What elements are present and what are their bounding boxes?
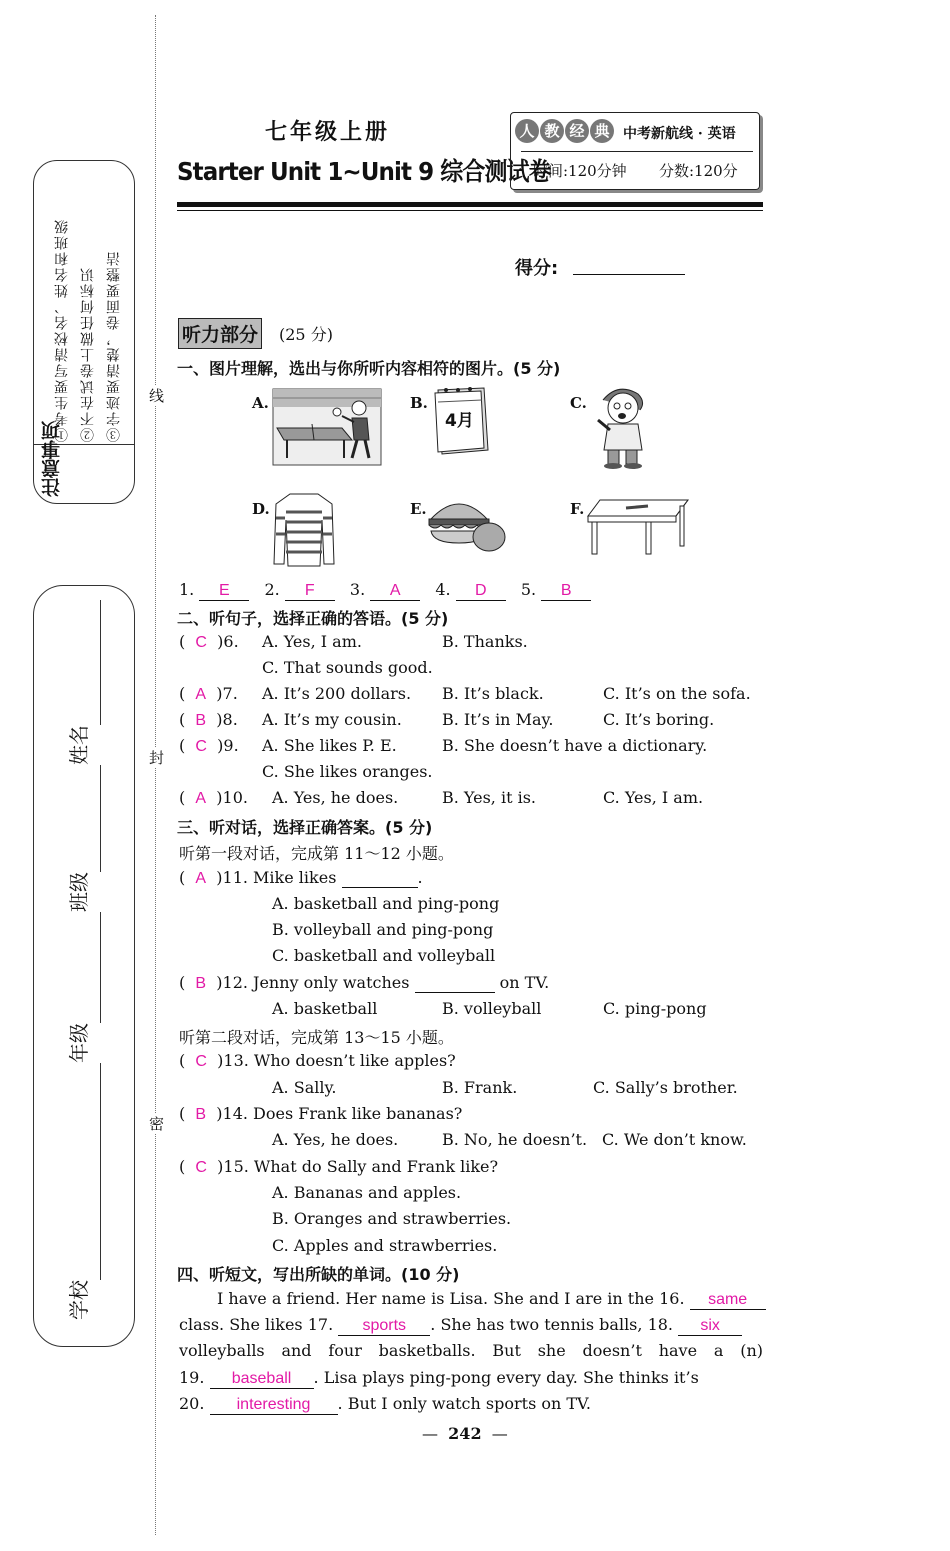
option-9c: C. She likes oranges. [262,762,433,781]
field-nianji: 年级 [63,1023,113,1063]
sweater-icon [272,490,336,574]
passage-line-4: 19. baseball . Lisa plays ping-pong every day. She thinks it’s [179,1368,699,1387]
answer-value: B [560,582,572,599]
student-info-line [100,600,101,1305]
option-7b: B. It’s black. [442,684,544,703]
answer-6: C [195,634,207,651]
brand-logo [515,119,614,143]
option-13c: C. Sally’s brother. [593,1078,738,1097]
answer-value: A [389,582,401,599]
answer-number: 2. [264,580,280,599]
answer-9: C [195,738,207,755]
header-rule-thick [177,202,763,207]
unit-title: Starter Unit 1~Unit 9 综合测试卷 [177,157,551,186]
notice-items [44,172,124,442]
option-12a: A. basketball [272,999,378,1018]
option-11a: A. basketball and ping-pong [272,894,500,913]
picture-label-d: D. [252,500,270,518]
answer-7: A [195,686,207,703]
answer-20: interesting [236,1396,311,1413]
option-10c: C. Yes, I am. [603,788,704,807]
option-7c: C. It’s on the sofa. [603,684,751,703]
brand-box [510,112,760,190]
answer-value: E [219,582,230,599]
option-13a: A. Sally. [272,1078,337,1097]
option-6c: C. That sounds good. [262,658,433,677]
listening-header: 听力部分 [178,318,262,349]
option-15c: C. Apples and strawberries. [272,1236,498,1255]
option-8b: B. It’s in May. [442,710,554,729]
question-11: ( A )11. Mike likes . [179,868,423,887]
option-15b: B. Oranges and strawberries. [272,1209,512,1228]
field-xingming: 姓名 [63,725,113,765]
part4-title: 四、听短文，写出所缺的单词。(10 分) [177,1265,460,1284]
listening-points: (25 分) [279,325,333,344]
passage-line-5: 20. interesting . But I only watch sports on TV. [179,1394,591,1413]
hamburger-icon [425,495,507,559]
option-6a: A. Yes, I am. [262,632,362,651]
page-dash: — [422,1424,438,1443]
exam-score-total: 分数:120分 [659,162,738,180]
page-dash: — [491,1424,508,1443]
option-10b: B. Yes, it is. [442,788,536,807]
part1-title: 一、图片理解，选出与你所听内容相符的图片。(5 分) [177,359,561,378]
option-11b: B. volleyball and ping-pong [272,920,494,939]
option-11c: C. basketball and volleyball [272,946,496,965]
boy-icon [588,380,658,474]
brand-char: 人 [515,119,539,143]
answer-8: B [195,712,207,729]
brand-char: 典 [590,119,614,143]
field-xuexiao: 学校 [63,1280,113,1320]
notice-item: ③字迹要清楚，卷面要整洁 [106,250,122,442]
question-13: ( C )13. Who doesn’t like apples? [179,1051,456,1070]
part2-title: 二、听句子，选择正确的答语。(5 分) [177,609,449,628]
question-12: ( B )12. Jenny only watches on TV. [179,973,550,992]
answer-19: baseball [231,1370,292,1387]
question-8: ( B )8. [179,710,238,729]
option-8a: A. It’s my cousin. [262,710,402,729]
answer-number: 5. [520,580,537,599]
exam-time: 时间:120分钟 [533,162,627,180]
notice-item: ①考生要写清校名、姓名和班级 [54,218,70,442]
page-number: 242 [448,1424,482,1443]
option-13b: B. Frank. [442,1078,518,1097]
part1-answers [179,580,591,601]
page-footer [422,1424,508,1443]
blank-12 [415,974,495,993]
brand-divider [521,151,753,152]
brand-char: 教 [540,119,564,143]
blank-11 [342,869,418,888]
option-14a: A. Yes, he does. [272,1130,399,1149]
score-field[interactable] [573,274,685,275]
answer-18: six [700,1317,720,1334]
question-10: ( A )10. [179,788,248,807]
binding-mark-feng: 封 [147,750,165,765]
ping-pong-icon [272,388,382,470]
passage-line-3: volleyballs and four basketballs. But she doesn’t have a (n) [179,1341,763,1360]
binding-mark-xian: 线 [147,388,165,403]
option-9a: A. She likes P. E. [262,736,397,755]
option-6b: B. Thanks. [442,632,528,651]
answer-number: 4. [435,580,451,599]
answer-12: B [195,975,207,992]
answer-10: A [195,790,207,807]
part3-intro2: 听第二段对话，完成第 13～15 小题。 [179,1028,454,1047]
calendar-icon [432,384,492,456]
header-rule-thin [177,210,763,211]
option-14c: C. We don’t know. [602,1130,747,1149]
passage-line-1: I have a friend. Her name is Lisa. She and I are in the 16. same [217,1289,766,1310]
answer-11: A [195,870,207,887]
answer-number: 1. [179,580,195,599]
notice-title: 注意事项 [41,421,63,497]
question-14: ( B )14. Does Frank like bananas? [179,1104,463,1123]
option-10a: A. Yes, he does. [272,788,399,807]
field-banji: 班级 [63,872,113,912]
answer-16: same [708,1291,748,1308]
score-label: 得分: [515,258,559,279]
binding-mark-mi: 密 [147,1116,165,1131]
answer-value: D [474,582,487,599]
question-6: ( C )6. [179,632,239,651]
grade-title: 七年级上册 [265,120,391,145]
question-7: ( A )7. [179,684,238,703]
student-info-box [33,585,135,1347]
answer-15: C [195,1159,207,1176]
notice-item: ②不在试卷上做任何标识 [80,266,96,442]
question-15: ( C )15. What do Sally and Frank like? [179,1157,499,1176]
picture-label-c: C. [570,394,587,412]
answer-14: B [195,1106,207,1123]
option-14b: B. No, he doesn’t. [442,1130,588,1149]
answer-17: sports [362,1317,407,1334]
calendar-month: 4月 [445,411,474,431]
option-8c: C. It’s boring. [603,710,715,729]
passage-line-2: class. She likes 17. sports . She has two tennis balls, 18. six [179,1315,742,1336]
option-7a: A. It’s 200 dollars. [262,684,412,703]
question-9: ( C )9. [179,736,239,755]
part3-intro1: 听第一段对话，完成第 11～12 小题。 [179,844,454,863]
picture-label-f: F. [570,500,585,518]
answer-value: F [304,582,315,599]
option-12c: C. ping-pong [603,999,707,1018]
option-9b: B. She doesn’t have a dictionary. [442,736,708,755]
option-12b: B. volleyball [442,999,542,1018]
answer-number: 3. [349,580,366,599]
binding-line [155,15,156,1535]
option-15a: A. Bananas and apples. [272,1183,462,1202]
brand-char: 经 [565,119,589,143]
picture-label-e: E. [410,500,427,518]
picture-label-b: B. [410,394,428,412]
series-name: 中考新航线 · 英语 [623,126,736,142]
part3-title: 三、听对话，选择正确答案。(5 分) [177,818,433,837]
answer-13: C [195,1053,207,1070]
picture-label-a: A. [252,394,269,412]
table-icon [586,494,690,562]
